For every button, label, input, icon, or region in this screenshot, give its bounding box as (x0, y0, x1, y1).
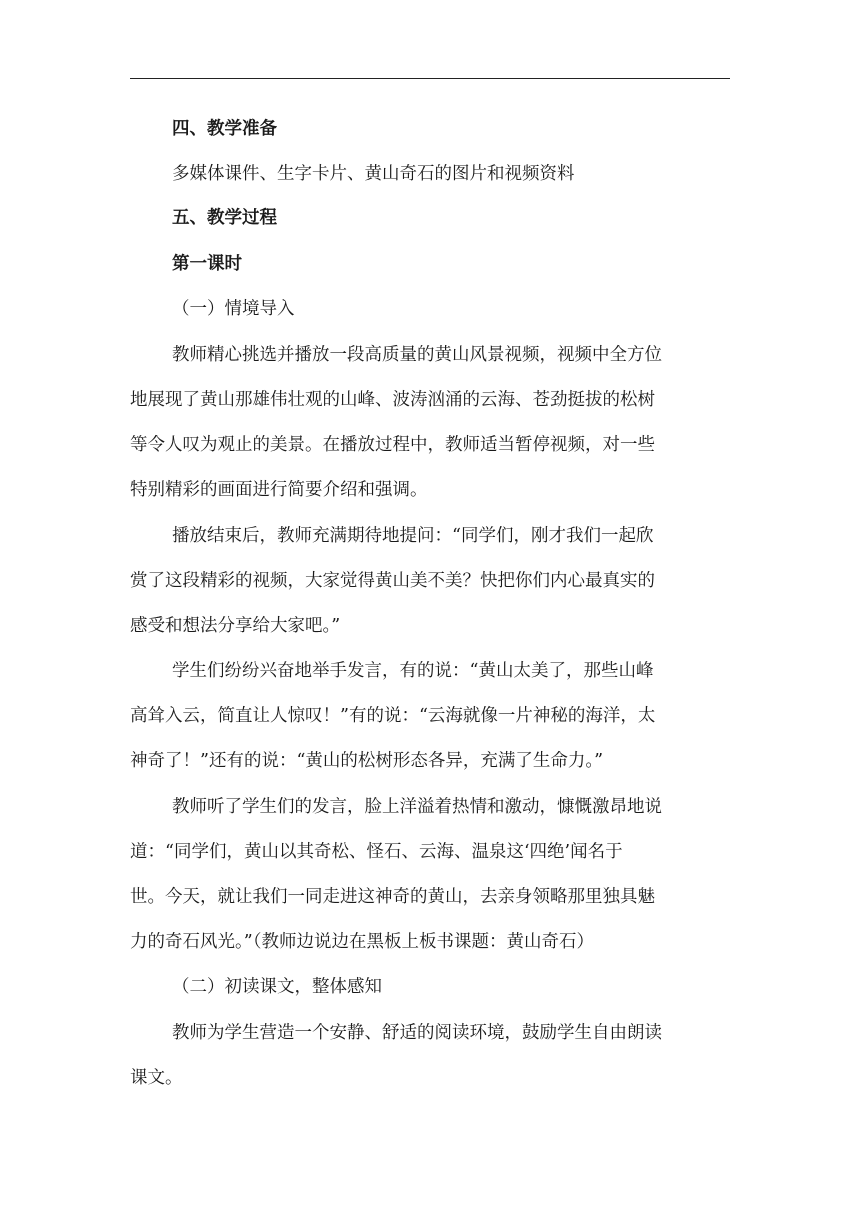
paragraph-line: 力的奇石风光。”（教师边说边在黑板上板书课题：黄山奇石） (130, 932, 594, 952)
paragraph-line: 道：“同学们，黄山以其奇松、怪石、云海、温泉这‘四绝’闻名于 (130, 842, 623, 862)
lesson-title: 第一课时 (172, 254, 242, 274)
paragraph-line: 世。今天，就让我们一同走进这神奇的黄山，去亲身领略那里独具魅 (130, 887, 655, 907)
paragraph-line: 教师为学生营造一个安静、舒适的阅读环境，鼓励学生自由朗读 (172, 1023, 662, 1043)
section-heading-process: 五、教学过程 (172, 208, 277, 228)
paragraph-line: 教师精心挑选并播放一段高质量的黄山风景视频，视频中全方位 (172, 345, 662, 365)
paragraph-line: 特别精彩的画面进行简要介绍和强调。 (130, 480, 428, 500)
part-heading-reading: （二）初读课文，整体感知 (172, 977, 382, 997)
part-heading-intro: （一）情境导入 (172, 299, 295, 319)
paragraph-line: 感受和想法分享给大家吧。” (130, 616, 341, 636)
paragraph-line: 神奇了！”还有的说：“黄山的松树形态各异，充满了生命力。” (130, 751, 604, 771)
paragraph-line: 学生们纷纷兴奋地举手发言，有的说：“黄山太美了，那些山峰 (172, 661, 654, 681)
section-heading-preparation: 四、教学准备 (172, 119, 277, 139)
paragraph-line: 教师听了学生们的发言，脸上洋溢着热情和激动，慷慨激昂地说 (172, 797, 662, 817)
header-rule (130, 78, 730, 79)
paragraph-line: 高耸入云，简直让人惊叹！”有的说：“云海就像一片神秘的海洋，太 (130, 706, 656, 726)
paragraph-line: 等令人叹为观止的美景。在播放过程中，教师适当暂停视频，对一些 (130, 435, 655, 455)
preparation-text: 多媒体课件、生字卡片、黄山奇石的图片和视频资料 (172, 164, 575, 184)
paragraph-line: 播放结束后，教师充满期待地提问：“同学们，刚才我们一起欣 (172, 526, 654, 546)
paragraph-line: 地展现了黄山那雄伟壮观的山峰、波涛汹涌的云海、苍劲挺拔的松树 (130, 390, 655, 410)
paragraph-line: 课文。 (130, 1068, 183, 1088)
paragraph-line: 赏了这段精彩的视频，大家觉得黄山美不美？快把你们内心最真实的 (130, 571, 655, 591)
